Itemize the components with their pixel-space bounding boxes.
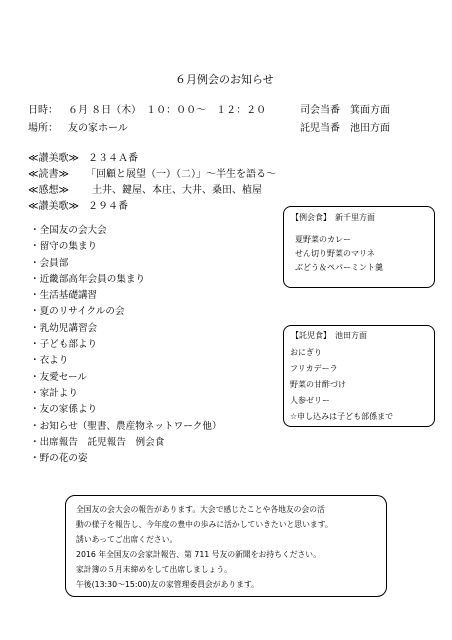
notice-line: 家計簿の５月末締めをして出席しましょう。 <box>76 565 232 574</box>
list-item: ・会員部 <box>30 257 69 269</box>
program-label: ≪讃美歌≫ <box>28 201 79 212</box>
program-value: ２９４番 <box>88 201 128 212</box>
meal-box-title: 【例会食】 新千里方面 <box>291 213 375 222</box>
list-item: 夏野菜のカレー <box>295 235 351 244</box>
list-item: ・乳幼児講習会 <box>30 322 98 334</box>
list-item: せん切り野菜のマリネ <box>295 249 375 258</box>
list-item: 人参ゼリー <box>290 396 330 405</box>
notice-line: 全国友の会大会の報告があります。大会で感じたことや各地友の会の活 <box>76 505 325 514</box>
list-item: ・野の花の姿 <box>30 453 88 465</box>
list-item: ・お知らせ（聖書、農産物ネットワーク他） <box>30 420 222 432</box>
program-label: ≪感想≫ <box>28 185 69 196</box>
childcare-box-title: 【託児食】 池田方面 <box>291 331 367 340</box>
list-item: ・衣より <box>30 355 69 367</box>
list-item: ・近畿部高年会員の集まり <box>30 273 146 285</box>
page-title: ６月例会のお知らせ <box>175 73 274 86</box>
list-item: ・出席報告 託児報告 例会食 <box>30 436 165 448</box>
list-item: ・生活基礎講習 <box>30 290 98 302</box>
place-value: 友の家ホール <box>68 123 128 134</box>
agenda-list <box>30 223 222 467</box>
notice-line: 誘いあってご出席ください。 <box>76 535 178 544</box>
list-item: ☆申し込みは子ども部係まで <box>290 412 394 421</box>
program-value: ２３４Ａ番 <box>88 153 138 164</box>
list-item: ・留守の集まり <box>30 241 98 253</box>
duty-host: 司会当番 箕面方面 <box>300 105 390 116</box>
list-item: ・全国友の会大会 <box>30 225 107 236</box>
list-item: ・子ども部より <box>30 339 98 351</box>
list-item: 野菜の甘酢づけ <box>290 380 346 389</box>
place-label: 場所： <box>28 123 58 134</box>
program-label: ≪讃美歌≫ <box>28 153 79 164</box>
list-item: フリカデーラ <box>290 364 338 373</box>
date-label: 日時： <box>28 105 58 116</box>
date-value: ６月 ８日（木） １０：００〜 １２：２０ <box>68 105 267 116</box>
notice-line: 午後(13:30〜15:00)友の家管理委員会があります。 <box>76 580 259 589</box>
notice-text <box>76 502 333 592</box>
list-item: ・家計より <box>30 387 78 399</box>
notice-line: 2016 年全国友の会家計報告、第 711 号友の新聞をお持ちください。 <box>76 550 321 559</box>
list-item: ・夏のリサイクルの会 <box>30 306 125 318</box>
list-item: ・友の家係より <box>30 404 98 416</box>
list-item: ・友愛セール <box>30 371 87 383</box>
list-item: ぶどう＆ペパーミント羹 <box>295 263 383 272</box>
notice-line: 動の様子を報告し、今年度の豊中の歩みに活かしていきたいと思います。 <box>76 520 333 529</box>
program-value: 土井、鍵屋、本庄、大井、桑田、植屋 <box>92 185 262 196</box>
meal-box-items <box>295 233 383 275</box>
duty-childcare: 託児当番 池田方面 <box>300 123 390 134</box>
program-label: ≪読書≫ <box>28 169 69 180</box>
childcare-box-items <box>290 345 393 425</box>
list-item: おにぎり <box>290 348 322 357</box>
program-value: 「回顧と展望（一）（二）」〜半生を語る〜 <box>86 169 276 180</box>
